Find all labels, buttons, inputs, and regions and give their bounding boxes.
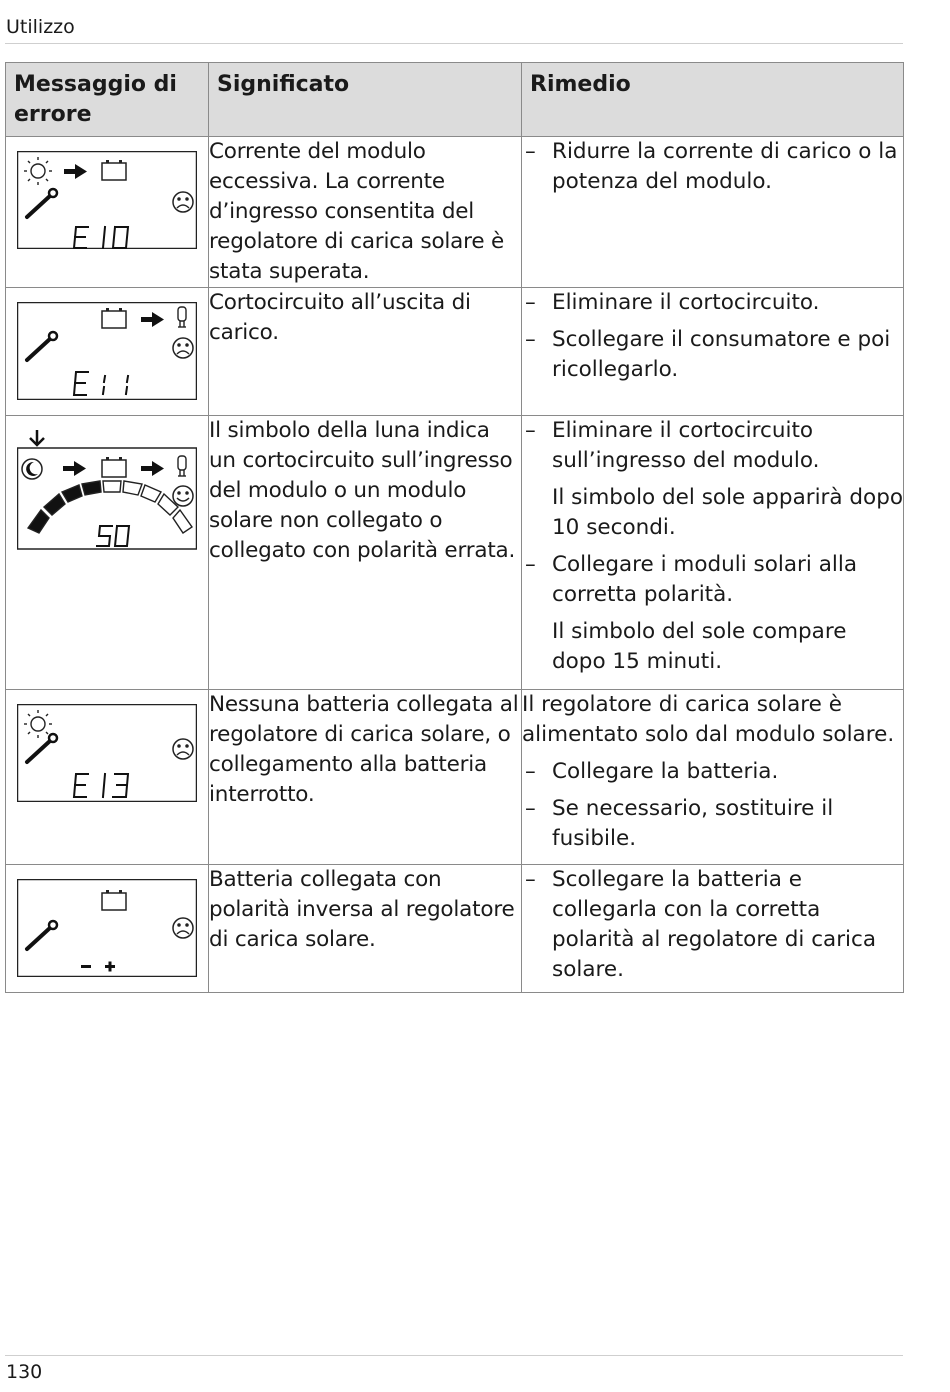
remedy-item [522, 416, 903, 476]
remedy-intro: Il regolatore di carica solare è alimentato solo dal modulo solare. [522, 692, 895, 747]
remedy-text: Se necessario, sostituire il fusibile. [552, 796, 834, 851]
remedy-item [522, 137, 903, 197]
dash-marker: – [525, 759, 536, 784]
battery-icon [102, 308, 126, 328]
column-header-remedy: Rimedio [522, 63, 904, 137]
remedy-item [522, 325, 903, 385]
error-display-cell [6, 865, 209, 993]
table-row-polarity [6, 865, 904, 993]
remedy-text: Collegare i moduli solari alla corretta polarità. [552, 552, 857, 607]
remedy-item [522, 288, 903, 318]
column-header-meaning: Significato [209, 63, 522, 137]
lcd-display-e11 [17, 302, 197, 400]
table-row-e11 [6, 288, 904, 416]
remedy-cell [522, 288, 904, 416]
section-title: Utilizzo [6, 16, 75, 38]
lcd-display-e10 [17, 151, 197, 249]
meaning-cell: Corrente del modulo eccessiva. La corrente d’ingresso consentita del regolatore di carica solare è stata superata. [209, 137, 522, 288]
battery-icon [102, 160, 126, 180]
remedy-item [522, 865, 903, 985]
battery-icon [102, 457, 126, 477]
remedy-note: Il simbolo del sole apparirà dopo 10 secondi. [552, 485, 904, 540]
error-table [5, 62, 904, 993]
error-display-cell [6, 416, 209, 690]
remedy-text: Scollegare la batteria e collegarla con la corretta polarità al regolatore di carica solare. [552, 867, 877, 982]
dash-marker: – [525, 796, 536, 821]
remedy-item [522, 550, 903, 610]
down-arrow-icon [30, 430, 44, 445]
remedy-cell [522, 416, 904, 690]
dash-marker: – [525, 139, 536, 164]
footer-divider [5, 1355, 903, 1356]
lcd-display-polarity [17, 879, 197, 977]
dash-marker: – [525, 418, 536, 443]
battery-icon [102, 890, 126, 910]
table-header-row [6, 63, 904, 137]
dash-marker: – [525, 327, 536, 352]
moon-icon [22, 459, 42, 479]
dash-marker: – [525, 552, 536, 577]
column-header-error-message: Messaggio di errore [6, 63, 209, 137]
meaning-cell: Nessuna batteria collegata al regolatore di carica solare, o collegamento alla batteria interrotto. [209, 690, 522, 865]
remedy-text: Scollegare il consumatore e poi ricollegarlo. [552, 327, 891, 382]
remedy-text: Collegare la batteria. [552, 759, 779, 784]
remedy-item [522, 794, 903, 854]
error-display-cell [6, 690, 209, 865]
error-display-cell [6, 137, 209, 288]
remedy-text: Ridurre la corrente di carico o la potenza del modulo. [552, 139, 898, 194]
dash-marker: – [525, 290, 536, 315]
table-row-moon [6, 416, 904, 690]
remedy-cell [522, 137, 904, 288]
remedy-note: Il simbolo del sole compare dopo 15 minuti. [552, 619, 847, 674]
header-divider [5, 43, 903, 44]
remedy-text: Eliminare il cortocircuito. [552, 290, 820, 315]
remedy-item [522, 757, 903, 787]
table-row-e13 [6, 690, 904, 865]
lcd-display-moon [17, 430, 197, 550]
lcd-display-e13 [17, 704, 197, 802]
meaning-cell: Il simbolo della luna indica un cortocircuito sull’ingresso del modulo o un modulo solare non collegato o collegato con polarità errata. [209, 416, 522, 690]
remedy-text: Eliminare il cortocircuito sull’ingresso del modulo. [552, 418, 820, 473]
remedy-cell [522, 690, 904, 865]
error-display-cell [6, 288, 209, 416]
remedy-cell [522, 865, 904, 993]
dash-marker: – [525, 867, 536, 892]
page-number: 130 [6, 1361, 43, 1383]
table-row-e10 [6, 137, 904, 288]
meaning-cell: Batteria collegata con polarità inversa al regolatore di carica solare. [209, 865, 522, 993]
meaning-cell: Cortocircuito all’uscita di carico. [209, 288, 522, 416]
